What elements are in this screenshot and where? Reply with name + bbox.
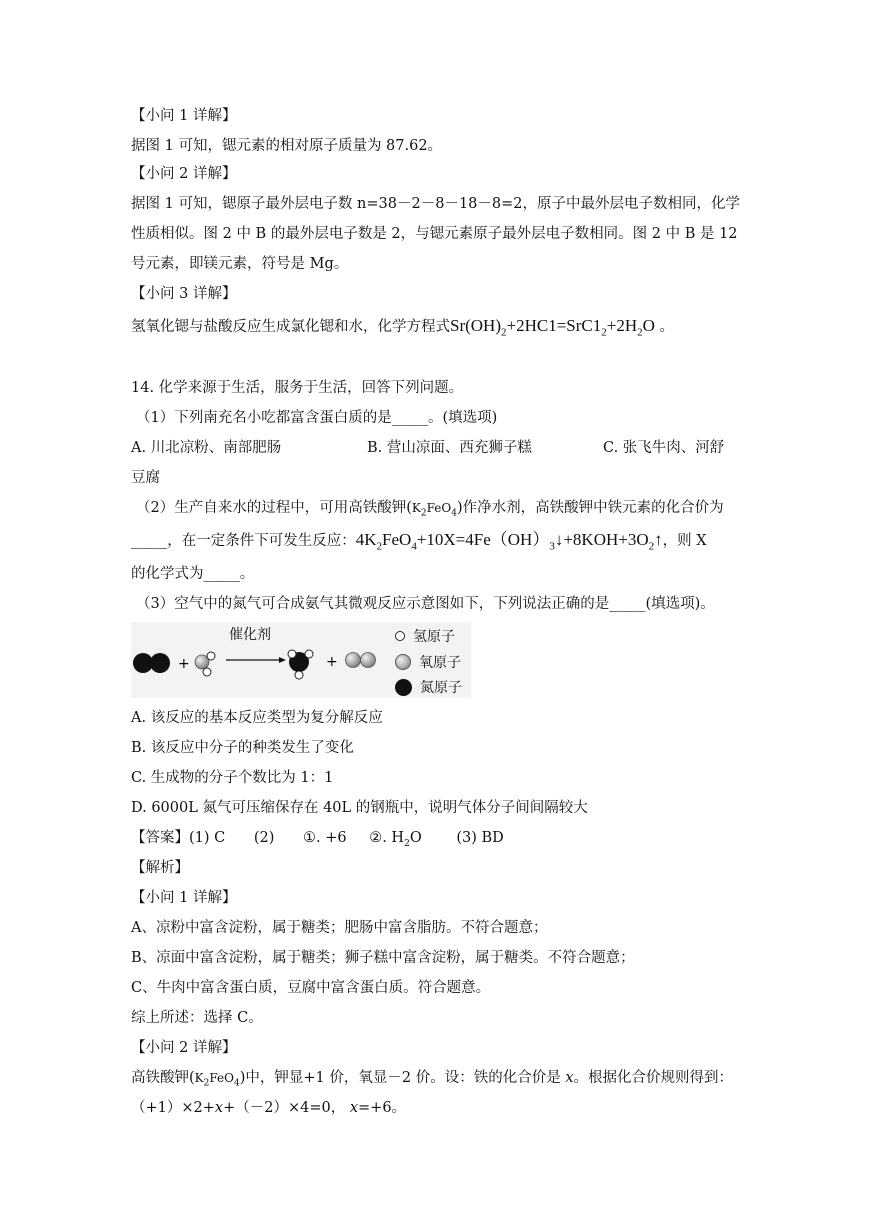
analysis-subquestion-2-heading: 【小问 2 详解】 <box>131 1040 237 1056</box>
plus-sign: + <box>178 656 190 672</box>
part-2-text-d: ，则 X <box>662 533 707 549</box>
reaction-arrowhead <box>279 657 286 663</box>
catalyst-label: 催化剂 <box>229 627 271 643</box>
subquestion-2-heading: 【小问 2 详解】 <box>131 166 237 182</box>
part-2-text-a: （2）生产自来水的过程中，可用高铁酸钾( <box>136 500 412 516</box>
oxygen-atom <box>346 653 361 668</box>
valence-text-a: 高铁酸钾( <box>131 1070 195 1086</box>
analysis-option-a: A、凉粉中富含淀粉，属于糖类；肥肠中富含脂肪。不符合题意； <box>131 920 548 936</box>
question-14-title: 14. 化学来源于生活，服务于生活，回答下列问题。 <box>131 380 464 396</box>
subquestion-3-heading: 【小问 3 详解】 <box>131 286 237 302</box>
subquestion-2-text-line-1: 据图 1 可知，锶原子最外层电子数 n=38－2－8－18－8=2，原子中最外层电子数相同，化学 <box>131 196 740 212</box>
subquestion-1-text: 据图 1 可知，锶元素的相对原子质量为 87.62。 <box>131 138 443 154</box>
equation-k2feo4-reaction: $4K_2FeO_4+10X=4Fe(OH)_3↓+8KOH+3O_2↑$ <box>355 530 663 553</box>
part-3-option-b: B. 该反应中分子的种类发生了变化 <box>131 740 354 756</box>
option-c: C. 张飞牛肉、河舒 <box>603 440 725 456</box>
question-14-part-3: （3）空气中的氮气可合成氨气其微观反应示意图如下，下列说法正确的是_____(填选项)。 <box>136 596 715 612</box>
plus-sign: + <box>326 654 338 670</box>
hydrogen-atom-icon <box>395 631 405 641</box>
legend-nitrogen <box>395 677 462 697</box>
analysis-option-b: B、凉面中富含淀粉，属于糖类；狮子糕中富含淀粉，属于糖类。不符合题意； <box>131 950 635 966</box>
subquestion-3-sentence: 氢氧化锶与盐酸反应生成氯化锶和水，化学方程式 <box>131 319 450 335</box>
analysis-valence-line-2 <box>131 1098 406 1118</box>
option-a: A. 川北凉粉、南部肥肠 <box>131 440 282 456</box>
question-14-part-1: （1）下列南充名小吃都富含蛋白质的是_____。(填选项) <box>136 410 498 426</box>
variable-x: x <box>565 1070 574 1086</box>
analysis-label: 【解析】 <box>131 860 189 876</box>
oxygen-atom <box>361 653 376 668</box>
answer-part-3: (3) BD <box>456 830 504 846</box>
legend-nitrogen-label: 氮原子 <box>420 680 462 696</box>
variable-x: x <box>214 1100 224 1116</box>
oxygen-atom-icon <box>395 654 411 670</box>
valence-eq-c: =+6。 <box>358 1100 407 1116</box>
equation-sr-oh-hcl: $Sr(OH)_2+2HC1=SrC1_2+2H_2O$ <box>450 316 655 339</box>
k2feo4-formula: $K_2FeO_4$ <box>411 501 457 519</box>
subquestion-2-text-line-2: 性质相似。图 2 中 B 的最外层电子数是 2，与锶元素原子最外层电子数相同。图 2 中 B 是 12 <box>131 226 738 242</box>
analysis-option-c: C、牛肉中富含蛋白质，豆腐中富含蛋白质。符合题意。 <box>131 980 491 996</box>
part-3-option-a: A. 该反应的基本反应类型为复分解反应 <box>131 710 383 726</box>
valence-text-b: )中，钾显+1 价，氧显－2 价。设：铁的化合价是 <box>239 1070 561 1086</box>
valence-eq-b: +（－2）×4=0， <box>223 1100 346 1116</box>
answer-part-2-b: ②. $H_2O$ <box>369 830 422 849</box>
k2feo4-formula: $K_2FeO_4$ <box>194 1071 240 1089</box>
subquestion-3-text: 氢氧化锶与盐酸反应生成氯化锶和水，化学方程式$Sr(OH)_2+2HC1=SrC1_2+2H_2O$ 。 <box>131 316 675 339</box>
nitrogen-atom-icon <box>395 679 412 696</box>
answer-part-2: (2) <box>253 830 275 846</box>
legend-hydrogen <box>395 626 455 646</box>
hydrogen-atom <box>203 668 211 676</box>
option-b: B. 营山凉面、西充狮子糕 <box>367 440 532 456</box>
part-2-text-b: )作净水剂，高铁酸钾中铁元素的化合价为 <box>456 500 724 516</box>
variable-x: x <box>349 1100 359 1116</box>
answer-label: 【答案】 <box>131 830 189 846</box>
part-3-option-c: C. 生成物的分子个数比为 1：1 <box>131 770 334 786</box>
question-14-part-2-line-2 <box>131 530 707 556</box>
hydrogen-atom <box>288 650 296 658</box>
legend-oxygen <box>395 652 461 672</box>
answer-part-2-a: ①. +6 <box>303 830 347 846</box>
question-14-part-2-line-3: 的化学式为_____。 <box>131 566 255 582</box>
answer-line <box>131 828 504 854</box>
hydrogen-atom <box>295 671 303 679</box>
answer-part-1: (1) C <box>189 830 226 846</box>
nitrogen-atom <box>150 653 170 673</box>
part-3-option-d: D. 6000L 氮气可压缩保存在 40L 的钢瓶中，说明气体分子间间隔较大 <box>131 800 588 816</box>
analysis-valence-line-1 <box>131 1068 733 1093</box>
legend-oxygen-label: 氧原子 <box>419 655 461 671</box>
analysis-summary: 综上所述：选择 C。 <box>131 1010 263 1026</box>
subquestion-2-text-line-3: 号元素，即镁元素，符号是 Mg。 <box>131 256 349 272</box>
option-c-continuation: 豆腐 <box>131 470 160 486</box>
legend-hydrogen-label: 氢原子 <box>413 629 455 645</box>
hydrogen-atom <box>207 652 215 660</box>
valence-eq-a: （+1）×2+ <box>131 1100 215 1116</box>
subquestion-1-heading: 【小问 1 详解】 <box>131 108 237 124</box>
hydrogen-atom <box>305 650 313 658</box>
valence-text-c: 。根据化合价规则得到： <box>573 1070 733 1086</box>
question-14-part-2-line-1 <box>136 498 724 523</box>
analysis-subquestion-1-heading: 【小问 1 详解】 <box>131 890 237 906</box>
part-2-text-c: _____，在一定条件下可发生反应： <box>131 533 356 549</box>
